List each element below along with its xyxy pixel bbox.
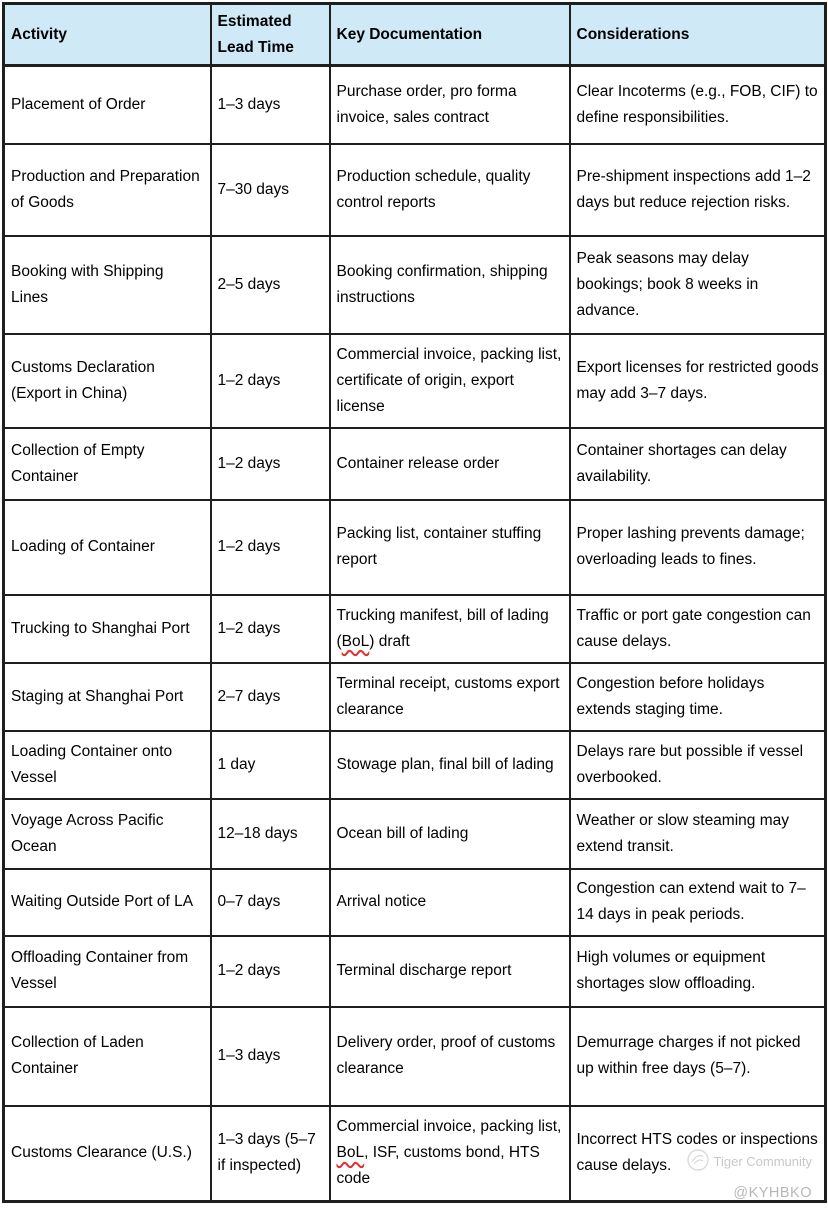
cell-considerations: Traffic or port gate congestion can cause delays. bbox=[570, 595, 826, 663]
cell-considerations: High volumes or equipment shortages slow offloading. bbox=[570, 936, 826, 1007]
cell-considerations: Pre-shipment inspections add 1–2 days but reduce rejection risks. bbox=[570, 144, 826, 236]
cell-lead-time: 1 day bbox=[211, 731, 330, 799]
cell-considerations: Delays rare but possible if vessel overbooked. bbox=[570, 731, 826, 799]
doc-text: ) draft bbox=[369, 632, 410, 650]
cell-activity: Staging at Shanghai Port bbox=[4, 663, 211, 731]
cell-documentation: Arrival notice bbox=[330, 869, 570, 936]
doc-text: , ISF, customs bond, HTS code bbox=[336, 1144, 540, 1188]
cell-documentation: Delivery order, proof of customs clearance bbox=[330, 1007, 570, 1106]
cell-lead-time: 2–5 days bbox=[211, 236, 330, 334]
cell-activity: Booking with Shipping Lines bbox=[4, 236, 211, 334]
cell-activity: Collection of Laden Container bbox=[4, 1007, 211, 1106]
cell-activity: Collection of Empty Container bbox=[4, 428, 211, 500]
table-row bbox=[4, 1106, 826, 1202]
table-row bbox=[4, 334, 826, 428]
header-row bbox=[4, 4, 826, 66]
table-row bbox=[4, 936, 826, 1007]
table-row bbox=[4, 144, 826, 236]
cell-activity: Loading Container onto Vessel bbox=[4, 731, 211, 799]
cell-lead-time: 2–7 days bbox=[211, 663, 330, 731]
cell-activity: Customs Clearance (U.S.) bbox=[4, 1106, 211, 1202]
table-row bbox=[4, 731, 826, 799]
cell-documentation: Purchase order, pro forma invoice, sales contract bbox=[330, 66, 570, 144]
cell-lead-time: 1–3 days bbox=[211, 66, 330, 144]
cell-lead-time: 1–3 days bbox=[211, 1007, 330, 1106]
spellcheck-flagged-word: BoL bbox=[336, 1144, 365, 1162]
cell-activity: Offloading Container from Vessel bbox=[4, 936, 211, 1007]
table-row bbox=[4, 428, 826, 500]
column-header-activity: Activity bbox=[4, 4, 211, 66]
cell-considerations: Export licenses for restricted goods may add 3–7 days. bbox=[570, 334, 826, 428]
cell-considerations: Proper lashing prevents damage; overloading leads to fines. bbox=[570, 500, 826, 595]
cell-lead-time: 1–2 days bbox=[211, 936, 330, 1007]
table-row bbox=[4, 500, 826, 595]
cell-activity: Loading of Container bbox=[4, 500, 211, 595]
table-row bbox=[4, 1007, 826, 1106]
cell-documentation: Container release order bbox=[330, 428, 570, 500]
cell-considerations: Peak seasons may delay bookings; book 8 weeks in advance. bbox=[570, 236, 826, 334]
cell-documentation: Terminal discharge report bbox=[330, 936, 570, 1007]
cell-considerations: Weather or slow steaming may extend transit. bbox=[570, 799, 826, 869]
cell-considerations: Congestion before holidays extends staging time. bbox=[570, 663, 826, 731]
table-row bbox=[4, 595, 826, 663]
cell-lead-time: 1–2 days bbox=[211, 595, 330, 663]
column-header-documentation: Key Documentation bbox=[330, 4, 570, 66]
column-header-considerations: Considerations bbox=[570, 4, 826, 66]
cell-lead-time: 1–3 days (5–7 if inspected) bbox=[211, 1106, 330, 1202]
doc-text: Commercial invoice, packing list, bbox=[336, 1118, 562, 1136]
cell-lead-time: 7–30 days bbox=[211, 144, 330, 236]
table-row bbox=[4, 799, 826, 869]
cell-activity: Trucking to Shanghai Port bbox=[4, 595, 211, 663]
table-row bbox=[4, 236, 826, 334]
cell-documentation: Ocean bill of lading bbox=[330, 799, 570, 869]
cell-considerations: Incorrect HTS codes or inspections cause delays. bbox=[570, 1106, 826, 1202]
cell-lead-time: 1–2 days bbox=[211, 334, 330, 428]
cell-documentation: Booking confirmation, shipping instructions bbox=[330, 236, 570, 334]
cell-lead-time: 12–18 days bbox=[211, 799, 330, 869]
watermark-community-label: Tiger Community bbox=[713, 1154, 812, 1169]
doc-text: Trucking manifest, bill of lading ( bbox=[336, 606, 549, 650]
cell-activity: Placement of Order bbox=[4, 66, 211, 144]
table-row bbox=[4, 869, 826, 936]
cell-considerations: Clear Incoterms (e.g., FOB, CIF) to define responsibilities. bbox=[570, 66, 826, 144]
lead-time-table bbox=[2, 2, 827, 1203]
cell-lead-time: 0–7 days bbox=[211, 869, 330, 936]
cell-activity: Waiting Outside Port of LA bbox=[4, 869, 211, 936]
cell-documentation: Commercial invoice, packing list, certificate of origin, export license bbox=[330, 334, 570, 428]
cell-activity: Customs Declaration (Export in China) bbox=[4, 334, 211, 428]
cell-activity: Voyage Across Pacific Ocean bbox=[4, 799, 211, 869]
cell-lead-time: 1–2 days bbox=[211, 500, 330, 595]
cell-documentation bbox=[330, 1106, 570, 1202]
table-row bbox=[4, 663, 826, 731]
cell-activity: Production and Preparation of Goods bbox=[4, 144, 211, 236]
cell-considerations: Container shortages can delay availability. bbox=[570, 428, 826, 500]
cell-lead-time: 1–2 days bbox=[211, 428, 330, 500]
cell-documentation bbox=[330, 595, 570, 663]
cell-documentation: Terminal receipt, customs export clearance bbox=[330, 663, 570, 731]
table-row bbox=[4, 66, 826, 144]
column-header-lead-time: Estimated Lead Time bbox=[211, 4, 330, 66]
spellcheck-flagged-word: BoL bbox=[341, 632, 370, 650]
cell-documentation: Stowage plan, final bill of lading bbox=[330, 731, 570, 799]
cell-documentation: Production schedule, quality control reports bbox=[330, 144, 570, 236]
cell-considerations: Demurrage charges if not picked up within free days (5–7). bbox=[570, 1007, 826, 1106]
cell-documentation: Packing list, container stuffing report bbox=[330, 500, 570, 595]
watermark-handle: @KYHBKO bbox=[733, 1185, 812, 1201]
cell-considerations: Congestion can extend wait to 7–14 days in peak periods. bbox=[570, 869, 826, 936]
